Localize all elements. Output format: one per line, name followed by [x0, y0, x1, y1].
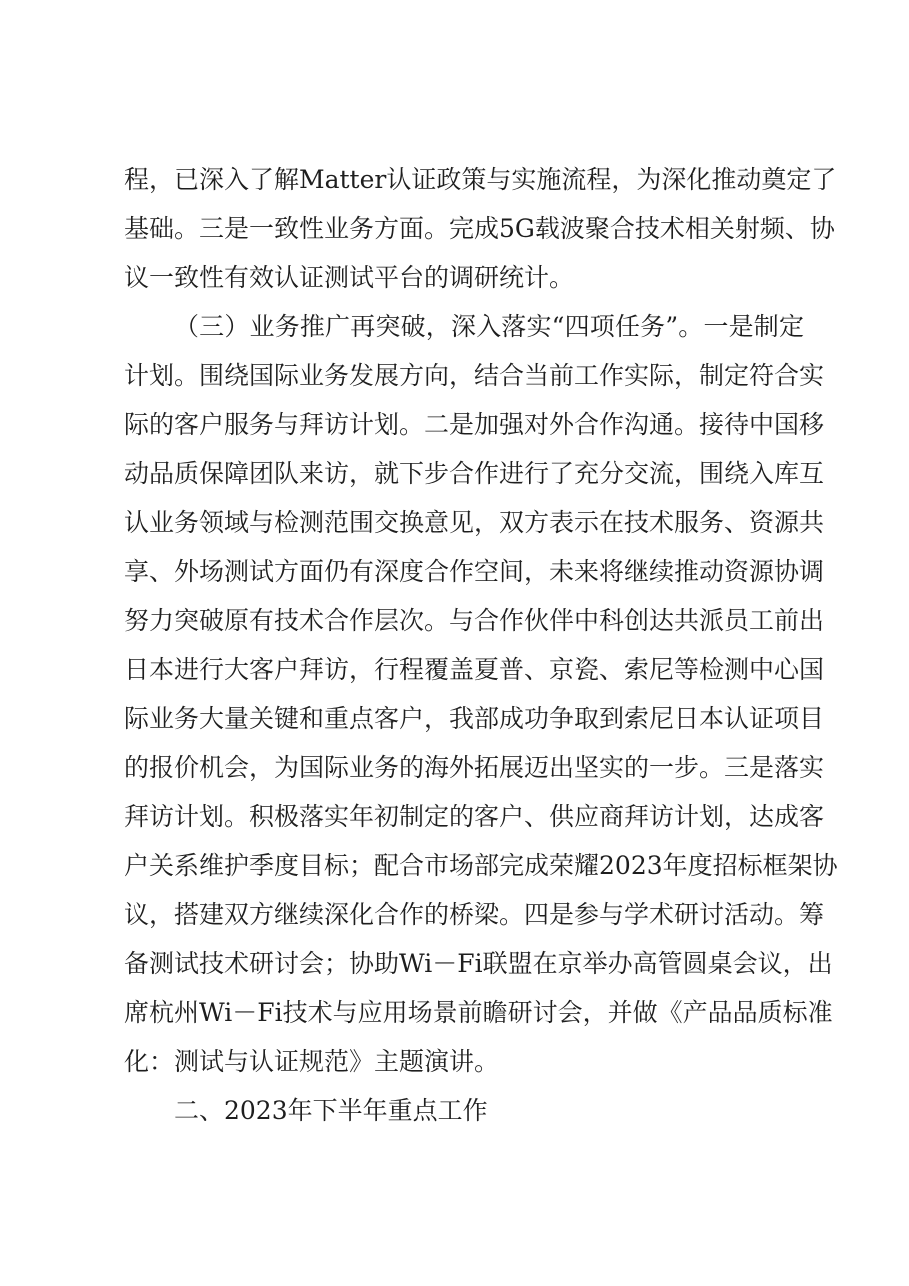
text-line: 际的客户服务与拜访计划。二是加强对外合作沟通。接待中国移 — [124, 410, 825, 439]
text-line: 议一致性有效认证测试平台的调研统计。 — [124, 263, 575, 292]
text-line: 努力突破原有技术合作层次。与合作伙伴中科创达共派员工前出 — [124, 606, 825, 635]
text-line: 基础。三是一致性业务方面。完成5G载波聚合技术相关射频、协 — [124, 214, 835, 243]
text-line: 的报价机会，为国际业务的海外拓展迈出坚实的一步。三是落实 — [124, 753, 825, 782]
text-line: 程，已深入了解Matter认证政策与实施流程，为深化推动奠定了 — [124, 165, 837, 194]
text-line: 席杭州Wi－Fi技术与应用场景前瞻研讨会，并做《产品品质标准 — [124, 998, 833, 1027]
text-line: 化：测试与认证规范》主题演讲。 — [124, 1047, 500, 1076]
section-heading: 二、2023年下半年重点工作 — [174, 1096, 488, 1125]
text-line: 备测试技术研讨会；协助Wi－Fi联盟在京举办高管圆桌会议，出 — [124, 949, 833, 978]
text-line: （三）业务推广再突破，深入落实“四项任务”。一是制定 — [174, 312, 804, 341]
text-line: 认业务领域与检测范围交换意见，双方表示在技术服务、资源共 — [124, 508, 825, 537]
text-line: 动品质保障团队来访，就下步合作进行了充分交流，围绕入库互 — [124, 459, 825, 488]
text-line: 议，搭建双方继续深化合作的桥梁。四是参与学术研讨活动。筹 — [124, 900, 825, 929]
text-line: 享、外场测试方面仍有深度合作空间，未来将继续推动资源协调 — [124, 557, 825, 586]
text-line: 计划。围绕国际业务发展方向，结合当前工作实际，制定符合实 — [124, 361, 825, 390]
text-line: 际业务大量关键和重点客户，我部成功争取到索尼日本认证项目 — [124, 704, 825, 733]
text-line: 户关系维护季度目标；配合市场部完成荣耀2023年度招标框架协 — [124, 851, 838, 880]
text-line: 拜访计划。积极落实年初制定的客户、供应商拜访计划，达成客 — [124, 802, 825, 831]
text-line: 日本进行大客户拜访，行程覆盖夏普、京瓷、索尼等检测中心国 — [124, 655, 825, 684]
